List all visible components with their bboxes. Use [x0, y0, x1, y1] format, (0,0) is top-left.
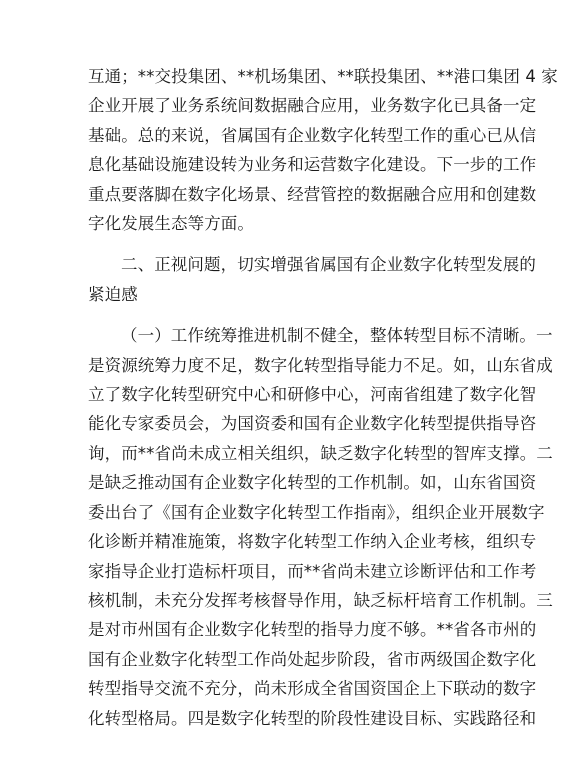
heading-line: 二、正视问题，切实增强省属国有企业数字化转型发展的 — [121, 255, 536, 275]
text-line: 重点要落脚在数字化场景、经营管控的数据融合应用和创建数 — [88, 184, 537, 204]
text-line: 能化专家委员会，为国资委和国有企业数字化转型提供指导咨 — [88, 414, 537, 434]
text-line: 询，而**省尚未成立相关组织，缺乏数字化转型的智库支撑。二 — [88, 443, 553, 463]
paragraph-digital-foundation — [88, 62, 558, 238]
paragraph-work-mechanism — [88, 321, 553, 733]
heading-line: 紧迫感 — [88, 284, 138, 304]
document-page — [88, 62, 558, 733]
text-line: 化诊断并精准施策，将数字化转型工作纳入企业考核，组织专 — [88, 532, 537, 552]
text-line: 家指导企业打造标杆项目，而**省尚未建立诊断评估和工作考 — [88, 561, 537, 581]
text-line: 转型指导交流不充分，尚未形成全省国资国企上下联动的数字 — [88, 679, 537, 699]
text-line: 是资源统筹力度不足，数字化转型指导能力不足。如，山东省成 — [88, 355, 553, 375]
text-line: 息化基础设施建设转为业务和运营数字化建设。下一步的工作 — [88, 155, 537, 175]
text-line: 是对市州国有企业数字化转型的指导力度不够。**省各市州的 — [88, 620, 537, 640]
text-line: 字化发展生态等方面。 — [88, 214, 254, 234]
text-line: 是缺乏推动国有企业数字化转型的工作机制。如，山东省国资 — [88, 473, 537, 493]
text-line: 互通；**交投集团、**机场集团、**联投集团、**港口集团 4 家 — [88, 67, 558, 86]
section-heading-2 — [88, 250, 536, 309]
text-line: 委出台了《国有企业数字化转型工作指南》，组织企业开展数字 — [88, 502, 545, 522]
text-line: 企业开展了业务系统间数据融合应用，业务数字化已具备一定 — [88, 96, 537, 116]
text-line: 立了数字化转型研究中心和研修中心，河南省组建了数字化智 — [88, 385, 537, 405]
text-line: 基础。总的来说，省属国有企业数字化转型工作的重心已从信 — [88, 125, 537, 145]
text-line: 核机制，未充分发挥考核督导作用，缺乏标杆培育工作机制。三 — [88, 590, 553, 610]
text-line: 国有企业数字化转型工作尚处起步阶段，省市两级国企数字化 — [88, 649, 537, 669]
text-line: 化转型格局。四是数字化转型的阶段性建设目标、实践路径和 — [88, 708, 537, 728]
text-line: （一）工作统筹推进机制不健全，整体转型目标不清晰。一 — [121, 326, 553, 346]
